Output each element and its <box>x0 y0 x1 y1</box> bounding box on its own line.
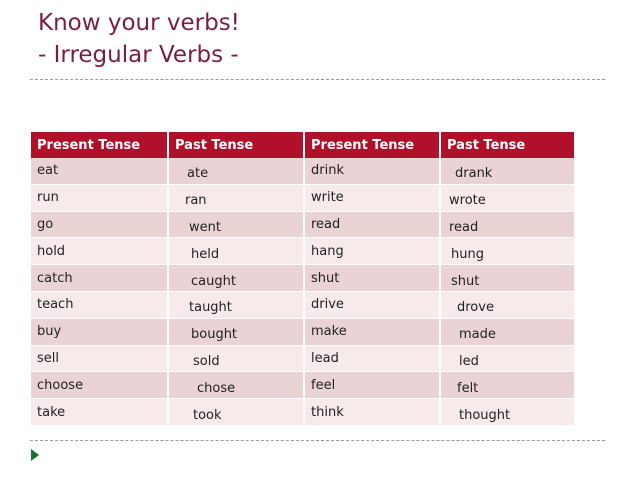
table-row <box>31 345 575 372</box>
past-tense-text: bought <box>191 327 238 343</box>
past-tense-text: went <box>189 219 221 235</box>
past-tense-text: held <box>191 246 220 262</box>
past-tense-cell <box>440 158 575 184</box>
past-tense-cell <box>168 265 304 292</box>
past-tense-text: drove <box>457 300 494 316</box>
past-tense-text: took <box>193 407 222 423</box>
present-tense-cell: choose <box>31 372 168 399</box>
present-tense-cell: teach <box>31 291 168 318</box>
past-tense-text: sold <box>193 353 220 369</box>
table-row <box>31 291 575 318</box>
past-tense-text: led <box>459 353 479 369</box>
present-tense-cell: shut <box>304 265 440 292</box>
title-divider <box>30 79 605 80</box>
past-tense-text: drank <box>455 166 493 182</box>
header-present-tense-1: Present Tense <box>31 132 168 158</box>
table-row <box>31 372 575 399</box>
present-tense-cell: feel <box>304 372 440 399</box>
past-tense-cell <box>168 345 304 372</box>
table-row <box>31 265 575 292</box>
present-tense-cell: make <box>304 318 440 345</box>
past-tense-cell <box>168 238 304 265</box>
past-tense-cell <box>168 158 304 184</box>
present-tense-cell: write <box>304 184 440 211</box>
past-tense-text: chose <box>197 380 236 396</box>
past-tense-text: taught <box>189 300 232 316</box>
past-tense-text: ate <box>187 166 209 182</box>
title-line-2: - Irregular Verbs - <box>38 42 239 68</box>
present-tense-cell: think <box>304 399 440 426</box>
table-row <box>31 318 575 345</box>
present-tense-cell: sell <box>31 345 168 372</box>
header-past-tense-1: Past Tense <box>168 132 304 158</box>
past-tense-cell <box>168 318 304 345</box>
present-tense-cell: go <box>31 211 168 238</box>
past-tense-cell <box>440 399 575 426</box>
table-header-row <box>31 132 575 158</box>
past-tense-cell <box>440 265 575 292</box>
past-tense-cell <box>168 211 304 238</box>
present-tense-cell: drive <box>304 291 440 318</box>
past-tense-cell <box>440 184 575 211</box>
present-tense-cell: hang <box>304 238 440 265</box>
slide-title <box>38 7 240 71</box>
past-tense-text: read <box>449 219 479 235</box>
past-tense-text: ran <box>185 193 207 209</box>
past-tense-cell <box>440 211 575 238</box>
present-tense-cell: read <box>304 211 440 238</box>
header-past-tense-2: Past Tense <box>440 132 575 158</box>
present-tense-cell: drink <box>304 158 440 184</box>
past-tense-cell <box>440 291 575 318</box>
past-tense-text: shut <box>451 273 480 289</box>
past-tense-text: wrote <box>449 193 486 209</box>
past-tense-text: felt <box>457 380 479 396</box>
title-line-1: Know your verbs! <box>38 10 240 36</box>
past-tense-text: hung <box>451 246 484 262</box>
past-tense-cell <box>168 184 304 211</box>
past-tense-cell <box>440 372 575 399</box>
present-tense-cell: run <box>31 184 168 211</box>
footer-divider <box>30 440 605 441</box>
table-row <box>31 399 575 426</box>
verbs-table <box>31 132 576 426</box>
triangle-bullet-icon <box>31 449 39 461</box>
past-tense-cell <box>440 345 575 372</box>
past-tense-cell <box>168 372 304 399</box>
table-row <box>31 184 575 211</box>
past-tense-cell <box>440 318 575 345</box>
present-tense-cell: catch <box>31 265 168 292</box>
table-row <box>31 238 575 265</box>
present-tense-cell: lead <box>304 345 440 372</box>
table-row <box>31 158 575 184</box>
past-tense-cell <box>168 399 304 426</box>
present-tense-cell: eat <box>31 158 168 184</box>
past-tense-cell <box>440 238 575 265</box>
past-tense-cell <box>168 291 304 318</box>
present-tense-cell: hold <box>31 238 168 265</box>
header-present-tense-2: Present Tense <box>304 132 440 158</box>
present-tense-cell: take <box>31 399 168 426</box>
past-tense-text: made <box>459 327 496 343</box>
table-row <box>31 211 575 238</box>
past-tense-text: thought <box>459 407 511 423</box>
present-tense-cell: buy <box>31 318 168 345</box>
past-tense-text: caught <box>191 273 236 289</box>
